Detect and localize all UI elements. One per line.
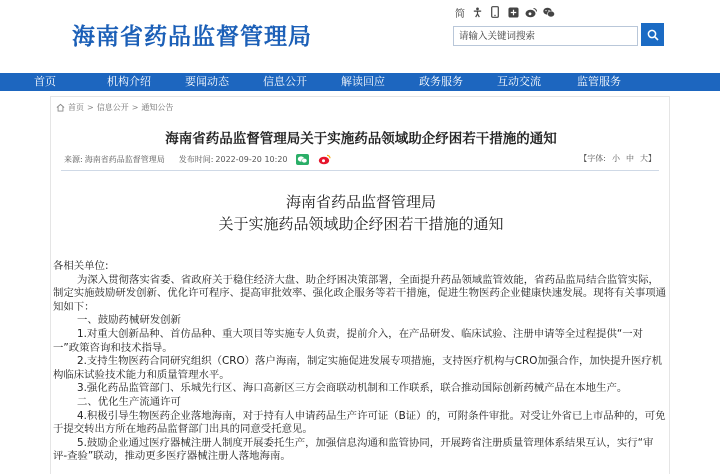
search-button[interactable]	[641, 23, 664, 46]
site-title[interactable]: 海南省药品监督管理局	[72, 24, 312, 50]
publish-time-label: 发布时间:	[178, 154, 214, 164]
mobile-icon[interactable]	[489, 6, 501, 18]
nav-item-home[interactable]: 首页	[34, 75, 56, 88]
paragraph-salutation: 各相关单位:	[53, 260, 109, 272]
breadcrumb-info-disclosure[interactable]: 信息公开	[96, 103, 129, 112]
paragraph-item-1: 1.对重大创新品种、首仿品种、重大项目等实施专人负责，提前介入，在产品研发、临床试验、注册申请等全过程提供“一对一”政策咨询和技术指导。	[53, 327, 643, 354]
article-panel	[50, 96, 670, 474]
weibo-icon[interactable]	[525, 6, 537, 18]
font-size-small[interactable]: 小	[612, 154, 620, 163]
breadcrumb-separator: >	[131, 103, 139, 112]
breadcrumb-notices[interactable]: 通知公告	[141, 103, 174, 112]
paragraph-item-2: 2.支持生物医药合同研究组织（CRO）落户海南，制定实施促进发展专项措施，支持医疗机构与CRO加强合作，加快提升医疗机构临床试验技术能力和质量管理水平。	[53, 355, 663, 381]
nav-item-info-disclosure[interactable]: 信息公开	[263, 75, 307, 88]
font-size-label: 【字体:	[579, 154, 606, 163]
paragraph-item-4: 4.积极引导生物医药企业落地海南，对于持有人申请药品生产许可证（B证）的，可附条件审批。对受让外省已上市品种的，可免于提交转出方所在地药品监督部门出具的同意受托意见。	[53, 409, 666, 436]
paragraph-item-5: 5.鼓励企业通过医疗器械注册人制度开展委托生产，加强信息沟通和监管协同，开展跨省注册质量管理体系结果互认，实行“审评-查验”联动，推动更多医疗器械注册人落地海南。	[53, 436, 654, 463]
main-nav	[0, 73, 720, 91]
app-icon[interactable]	[507, 6, 519, 18]
publish-time-value: 2022-09-20 10:20	[215, 154, 288, 164]
share-wechat-icon[interactable]	[296, 153, 310, 165]
font-size-control	[579, 153, 656, 164]
breadcrumb-separator: >	[87, 103, 94, 112]
breadcrumb	[56, 102, 173, 113]
nav-item-interpretation[interactable]: 解读回应	[341, 75, 385, 88]
breadcrumb-home[interactable]: 首页	[68, 103, 84, 112]
nav-item-news[interactable]: 要闻动态	[185, 75, 229, 88]
share-weibo-icon[interactable]	[318, 153, 332, 165]
site-header	[0, 0, 720, 73]
article-title: 海南省药品监督管理局关于实施药品领域助企纾困若干措施的通知	[165, 131, 557, 147]
meta-divider	[61, 170, 659, 171]
search-icon	[647, 29, 659, 41]
article-body	[53, 260, 667, 464]
section-heading-1: 一、鼓励药械研发创新	[77, 314, 181, 327]
font-size-medium[interactable]: 中	[626, 154, 634, 163]
search-input[interactable]	[454, 27, 614, 45]
paragraph-item-3: 3.强化药品监管部门、乐城先行区、海口高新区三方会商联动机制和工作联系，联合推动国际创新药械产品在本地生产。	[77, 382, 628, 395]
nav-item-about[interactable]: 机构介绍	[107, 75, 151, 88]
home-icon	[56, 103, 65, 112]
search-box	[453, 26, 638, 46]
source-value: 海南省药品监督管理局	[84, 154, 165, 164]
nav-item-gov-services[interactable]: 政务服务	[419, 75, 463, 88]
source-label: 来源:	[64, 154, 83, 164]
article-meta	[64, 150, 658, 168]
font-size-large[interactable]: 大】	[640, 154, 656, 163]
section-heading-2: 二、优化生产流通许可	[77, 395, 181, 408]
paragraph-intro: 为深入贯彻落实省委、省政府关于稳住经济大盘、助企纾困决策部署，全面提升药品领域监管效能，省药品监局结合监管实际，制定实施鼓励研发创新、优化许可程序、提高审批效率、强化政企服务等若干措施，促进生物医药企业健康快速发展。现将有关事项通知如下：	[53, 273, 667, 313]
nav-item-interaction[interactable]: 互动交流	[497, 75, 541, 88]
nav-item-supervision[interactable]: 监管服务	[577, 75, 621, 88]
document-heading-line-1: 海南省药品监督管理局	[285, 193, 436, 211]
wechat-icon[interactable]	[543, 6, 555, 18]
simplified-chinese-link[interactable]: 简	[455, 8, 465, 20]
document-heading-line-2: 关于实施药品领域助企纾困若干措施的通知	[218, 215, 504, 233]
top-utility-bar	[455, 4, 555, 20]
accessibility-icon[interactable]	[471, 6, 483, 18]
